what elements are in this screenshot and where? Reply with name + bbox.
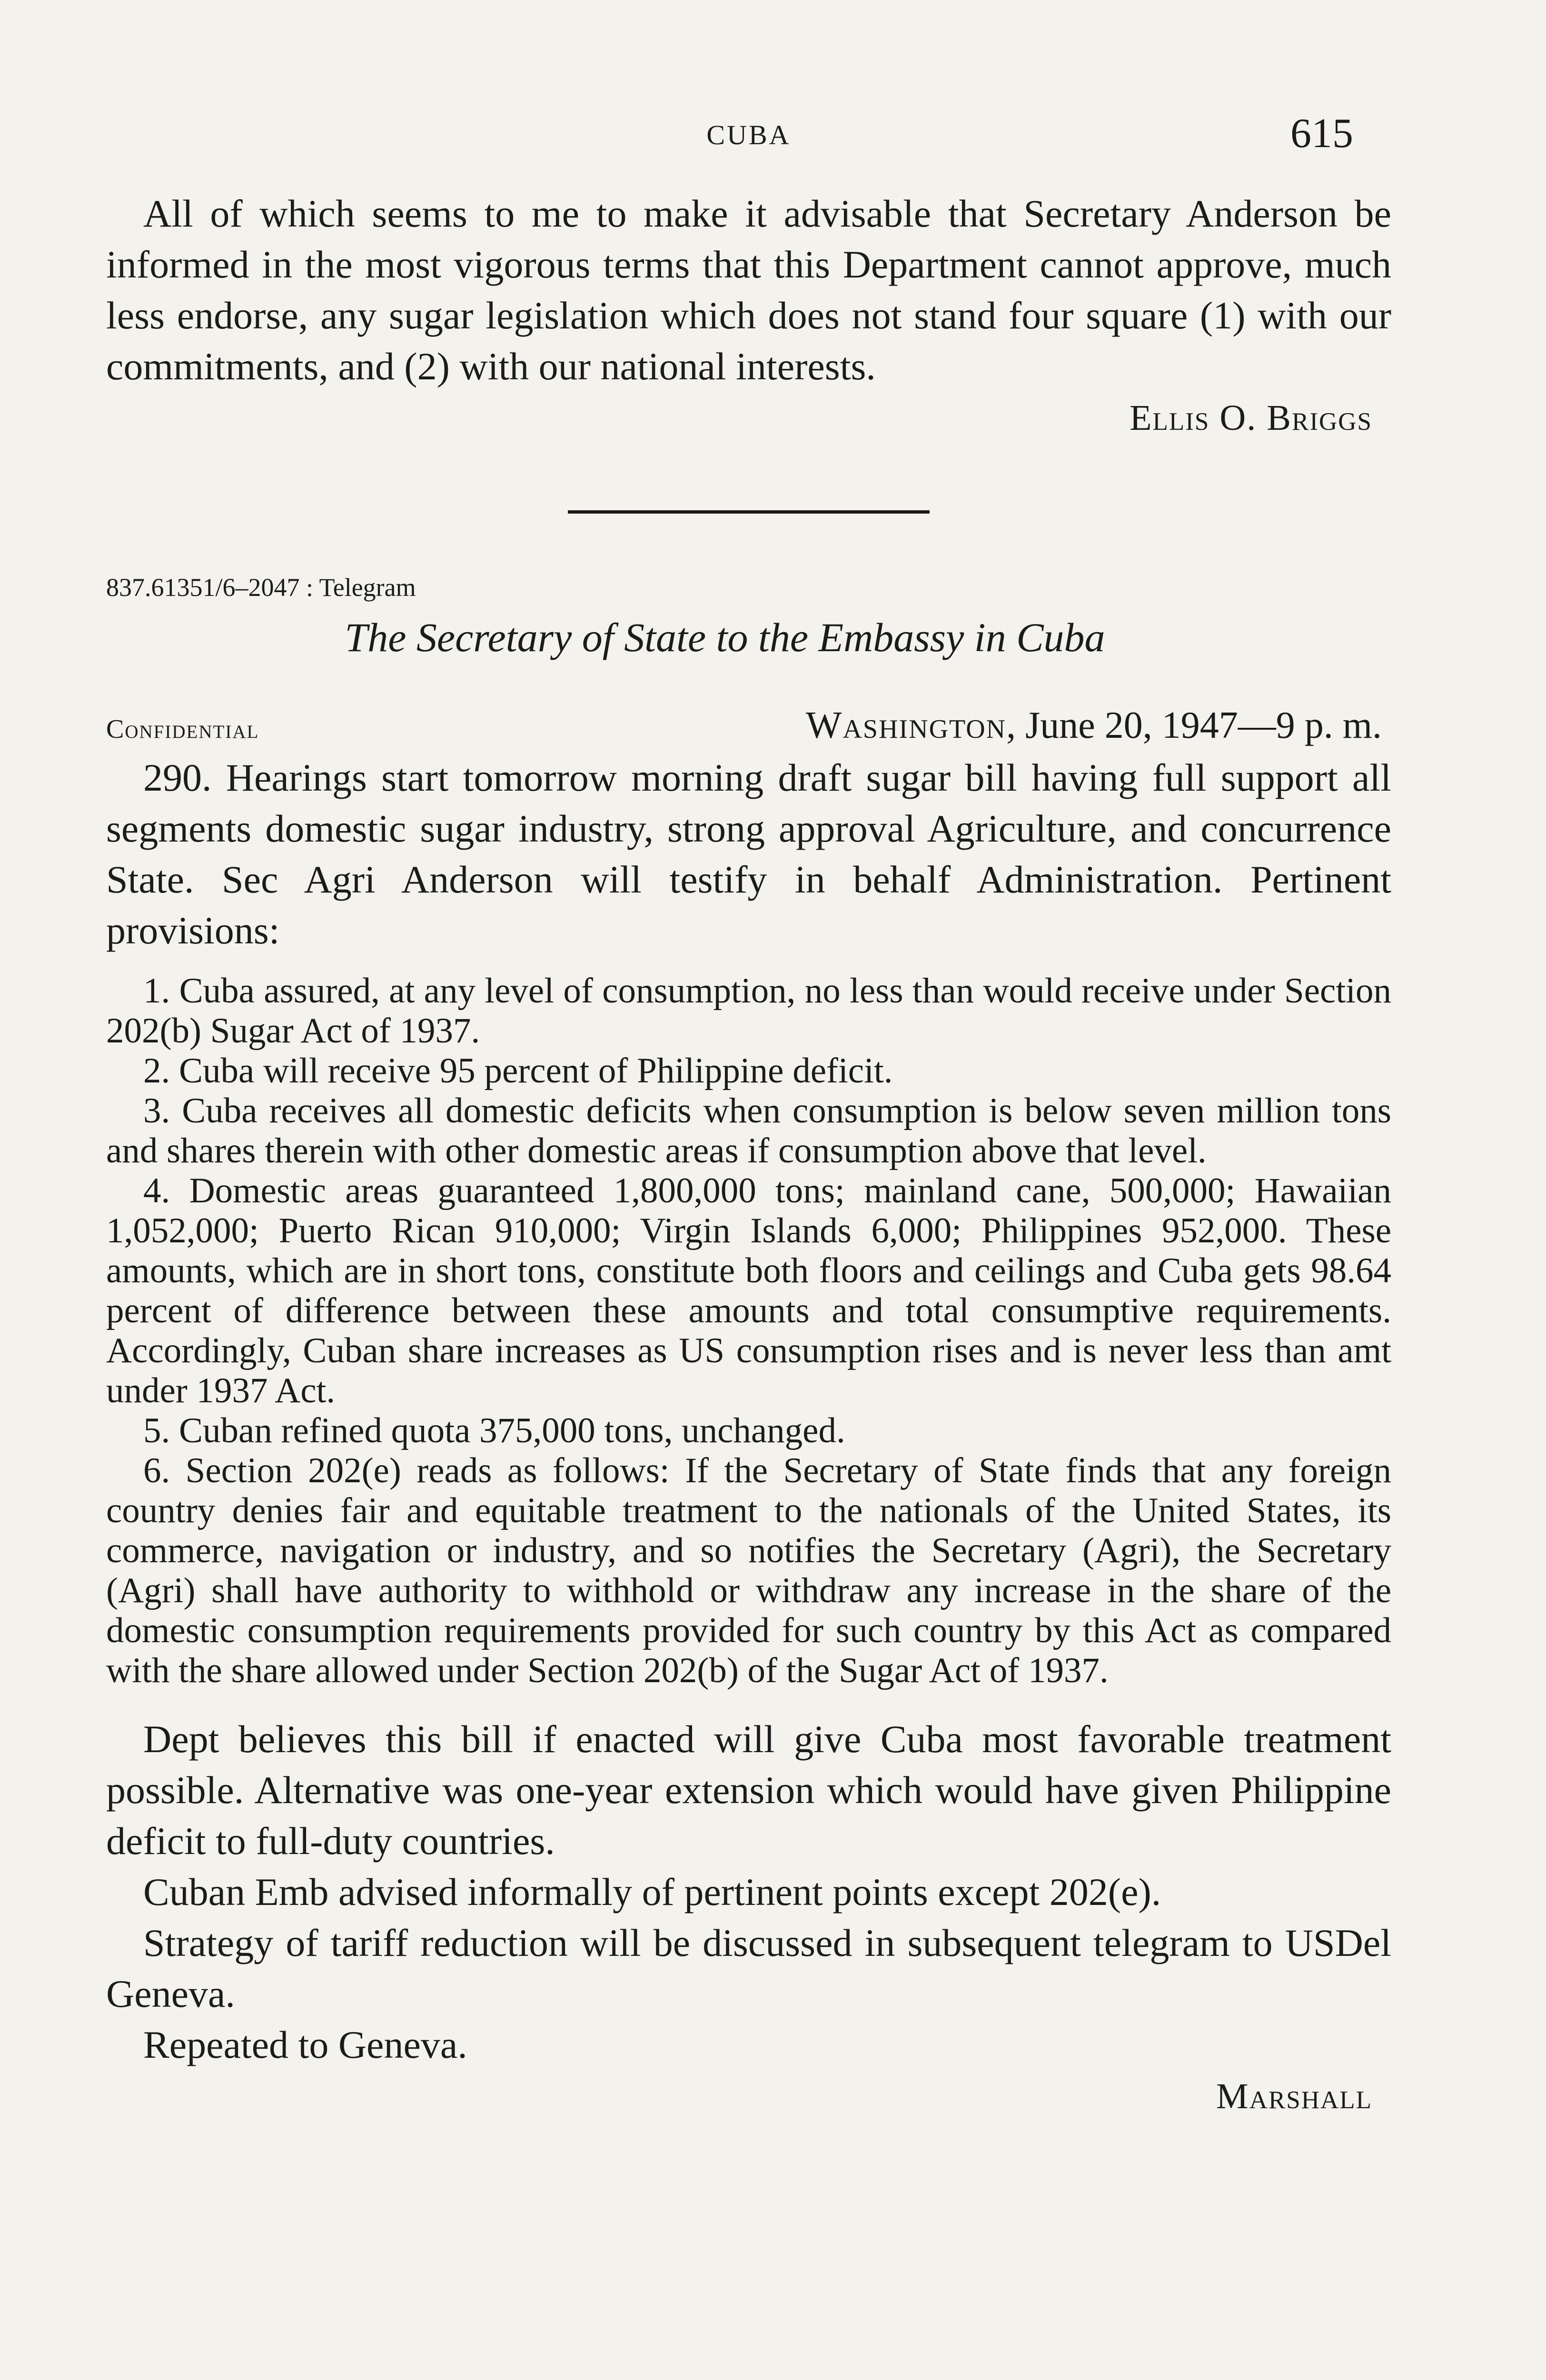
date: , June 20, 1947—9 p. m. bbox=[1006, 704, 1382, 746]
place: Washington bbox=[805, 704, 1007, 746]
provisions-list bbox=[106, 971, 1391, 1691]
page-number: 615 bbox=[1290, 110, 1353, 157]
marshall-signature: Marshall bbox=[1216, 2076, 1372, 2116]
page-header bbox=[106, 109, 1391, 167]
place-and-date bbox=[806, 704, 1391, 747]
running-head: CUBA bbox=[706, 119, 791, 150]
classification-label: Confidential bbox=[106, 714, 259, 744]
closing-paragraph: Strategy of tariff reduction will be discussed in subsequent telegram to USDel Geneva. bbox=[106, 1921, 1391, 2015]
provision-item: 2. Cuba will receive 95 percent of Philippine deficit. bbox=[143, 1051, 893, 1091]
provision-item: 6. Section 202(e) reads as follows: If the Secretary of State finds that any foreign country denies fair and equitable treatment to the nationals of the United States, its commerce, navigation or industry, and so notifies the Secretary (Agri), the Secretary (Agri) shall have authority to withhold or withdraw any increase in the share of the domestic consumption requirements provided for such country by this Act as compared with the share allowed under Section 202(b) of the Sugar Act of 1937. bbox=[106, 1451, 1391, 1690]
section-divider bbox=[568, 510, 930, 514]
provision-item: 4. Domestic areas guaranteed 1,800,000 tons; mainland cane, 500,000; Hawaiian 1,052,000; Puerto Rican 910,000; Virgin Islands 6,000; Philippines 952,000. These amounts, which are in short tons, constitute both floors and ceilings and Cuba gets 98.64 percent of difference between these amounts and total consumptive requirements. Accordingly, Cuban share increases as US consumption rises and is never less than amt under 1937 Act. bbox=[106, 1171, 1391, 1410]
provision-item: 5. Cuban refined quota 375,000 tons, unchanged. bbox=[143, 1411, 845, 1450]
dateline bbox=[106, 704, 1391, 747]
document-page bbox=[106, 109, 1391, 2375]
closing-paragraph: Repeated to Geneva. bbox=[143, 2023, 467, 2066]
previous-document-paragraph: All of which seems to me to make it advisable that Secretary Anderson be informed in the most vigorous terms that this Department cannot approve, much less endorse, any sugar legislation which does not stand four square (1) with our commitments, and (2) with our national interests. bbox=[106, 192, 1391, 388]
closing-paragraph: Cuban Emb advised informally of pertinent points except 202(e). bbox=[143, 1870, 1161, 1914]
closing-paragraph: Dept believes this bill if enacted will give Cuba most favorable treatment possible. Alternative was one-year extension which would have given Philippine deficit to full-duty countries. bbox=[106, 1717, 1391, 1863]
document-title: The Secretary of State to the Embassy in Cuba bbox=[345, 615, 1105, 660]
telegram-intro: 290. Hearings start tomorrow morning draft sugar bill having full support all segments domestic sugar industry, strong approval Agriculture, and concurrence State. Sec Agri Anderson will testify in behalf Administration. Pertinent provisions: bbox=[106, 756, 1391, 952]
provision-item: 1. Cuba assured, at any level of consumption, no less than would receive under Section 202(b) Sugar Act of 1937. bbox=[106, 971, 1391, 1051]
provision-item: 3. Cuba receives all domestic deficits when consumption is below seven million tons and shares therein with other domestic areas if consumption above that level. bbox=[106, 1091, 1391, 1170]
file-reference: 837.61351/6–2047 : Telegram bbox=[106, 573, 416, 602]
briggs-signature: Ellis O. Briggs bbox=[1130, 398, 1372, 438]
